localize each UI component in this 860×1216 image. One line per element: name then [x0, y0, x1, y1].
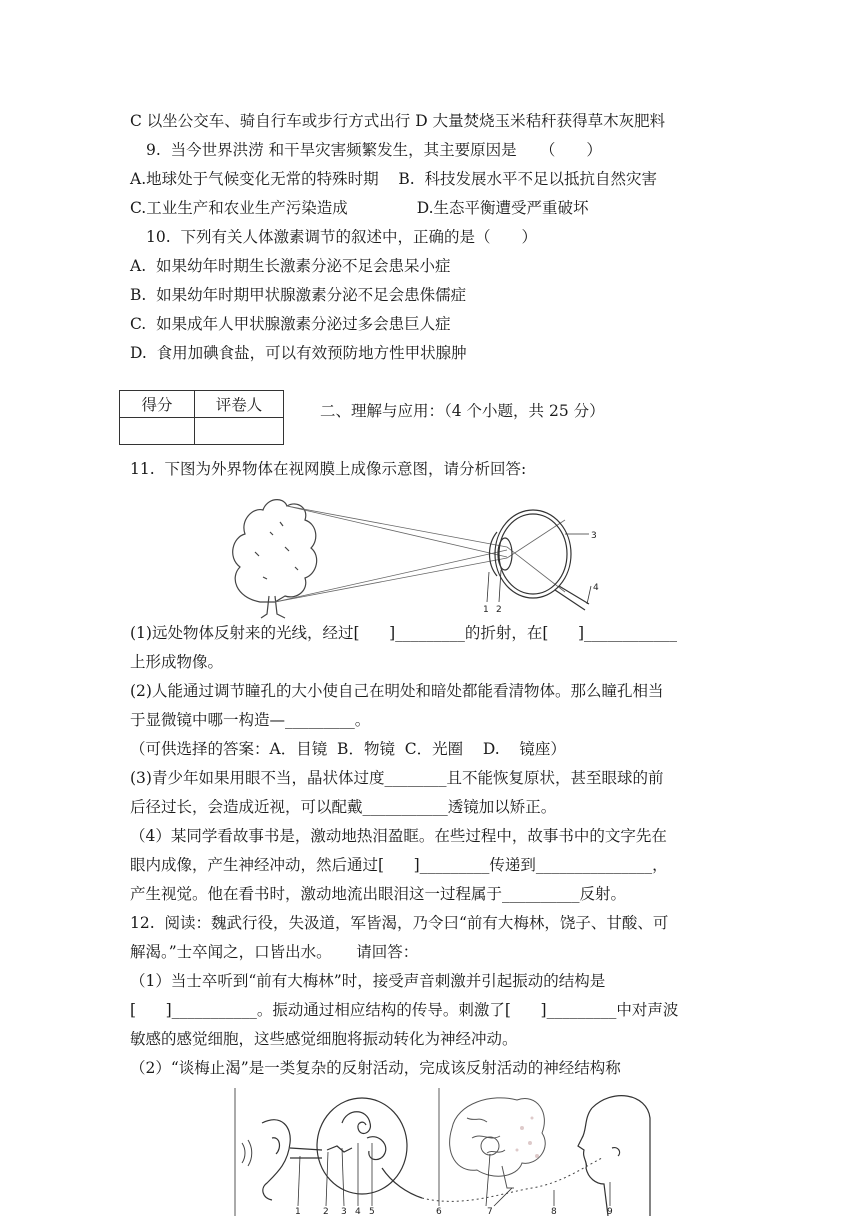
q9-options-cd: C.工业生产和农业生产污染造成 D.生态平衡遭受严重破坏: [130, 199, 589, 217]
ear-label-5: 5: [369, 1207, 375, 1216]
eye-label-1: 1: [483, 605, 489, 615]
q11-part1-line2: 上形成物像。: [130, 653, 224, 671]
eye-label-3: 3: [591, 531, 597, 541]
q11-part4-line2: 眼内成像，产生神经冲动，然后通过[ ]_________传递到_______________，: [130, 856, 668, 874]
score-cell[interactable]: [120, 418, 195, 445]
light-rays: [275, 506, 565, 602]
score-table: [119, 390, 284, 445]
question-11-stem: 11. 下图为外界物体在视网膜上成像示意图，请分析回答:: [130, 460, 527, 478]
eyeball-drawing: [490, 510, 590, 610]
question-10: 10. 下列有关人体激素调节的叙述中，正确的是（ ）: [146, 228, 538, 246]
q11-part2-choices: （可供选择的答案：A．目镜 B．物镜 C．光圈 D. 镜座）: [130, 740, 566, 758]
question-12-line2: 解渴。”士卒闻之，口皆出水。 请回答：: [130, 943, 419, 961]
ear-label-1: 1: [295, 1207, 301, 1216]
head-profile-drawing: [578, 1096, 650, 1216]
q12-part2-line1: （2）“谈梅止渴”是一类复杂的反射活动，完成该反射活动的神经结构称: [130, 1059, 621, 1077]
sound-waves: [242, 1140, 252, 1166]
ear-label-8: 8: [551, 1207, 557, 1216]
ear-label-7: 7: [487, 1207, 493, 1216]
q9-options-ab: A.地球处于气候变化无常的特殊时期 B. 科技发展水平不足以抵抗自然灾害: [130, 170, 658, 188]
q12-part1-line1: （1）当士卒听到“前有大梅林”时，接受声音刺激并引起振动的结构是: [130, 972, 606, 990]
q11-part3-line2: 后径过长，会造成近视，可以配戴___________透镜加以矫正。: [130, 798, 557, 816]
ear-label-3: 3: [341, 1207, 347, 1216]
ear-label-6: 6: [436, 1207, 442, 1216]
q11-part2-line2: 于显微镜中哪一构造—_________。: [130, 711, 371, 729]
q10-option-a: A. 如果幼年时期生长激素分泌不足会患呆小症: [130, 257, 451, 275]
section-2-title: 二、理解与应用：（4 个小题，共 25 分）: [320, 402, 605, 420]
ear-label-2: 2: [323, 1207, 329, 1216]
eye-label-4: 4: [593, 583, 599, 593]
ear-label-leaders: [298, 1088, 610, 1206]
grader-header: 评卷人: [195, 391, 284, 418]
nerve-pathway: [422, 1158, 602, 1201]
grader-cell[interactable]: [195, 418, 284, 445]
score-header: 得分: [120, 391, 195, 418]
option-line-c-d: C 以坐公交车、骑自行车或步行方式出行 D 大量焚烧玉米秸秆获得草木灰肥料: [130, 112, 666, 130]
question-9: 9. 当今世界洪涝 和干旱灾害频繁发生，其主要原因是 （ ）: [146, 141, 602, 159]
q10-option-c: C. 如果成年人甲状腺激素分泌过多会患巨人症: [130, 315, 451, 333]
q10-option-b: B. 如果幼年时期甲状腺激素分泌不足会患侏儒症: [130, 286, 467, 304]
question-12-line1: 12. 阅读：魏武行役，失汲道，军皆渴，乃令曰“前有大梅林，饶子、甘酸、可: [130, 914, 669, 932]
ear-label-9: 9: [607, 1207, 613, 1216]
eye-label-2: 2: [496, 605, 502, 615]
q10-option-d: D. 食用加碘食盐，可以有效预防地方性甲状腺肿: [130, 344, 467, 362]
q12-part1-line2: [ ]___________。振动通过相应结构的传导。刺激了[ ]_________中对声波: [130, 1001, 679, 1019]
q11-part4-line1: （4）某同学看故事书是，激动地热泪盈眶。在些过程中，故事书中的文字先在: [130, 827, 667, 845]
tree-drawing: [233, 500, 317, 618]
eye-imaging-figure: [225, 492, 615, 622]
brain-stipple: [516, 1117, 540, 1159]
q11-part4-line3: 产生视觉。他在看书时，激动地流出眼泪这一过程属于__________反射。: [130, 885, 627, 903]
q11-part2-line1: (2)人能通过调节瞳孔的大小使自己在明处和暗处都能看清物体。那么瞳孔相当: [130, 682, 664, 700]
q12-part1-line3: 敏感的感觉细胞，这些感觉细胞将振动转化为神经冲动。: [130, 1030, 518, 1048]
q11-part3-line1: (3)青少年如果用眼不当，晶状体过度________且不能恢复原状，甚至眼球的前: [130, 769, 664, 787]
ear-brain-figure: [232, 1088, 652, 1216]
ear-label-4: 4: [355, 1207, 361, 1216]
q11-part1-line1: (1)远处物体反射来的光线，经过[ ]_________的折射，在[ ]____________: [130, 624, 678, 642]
